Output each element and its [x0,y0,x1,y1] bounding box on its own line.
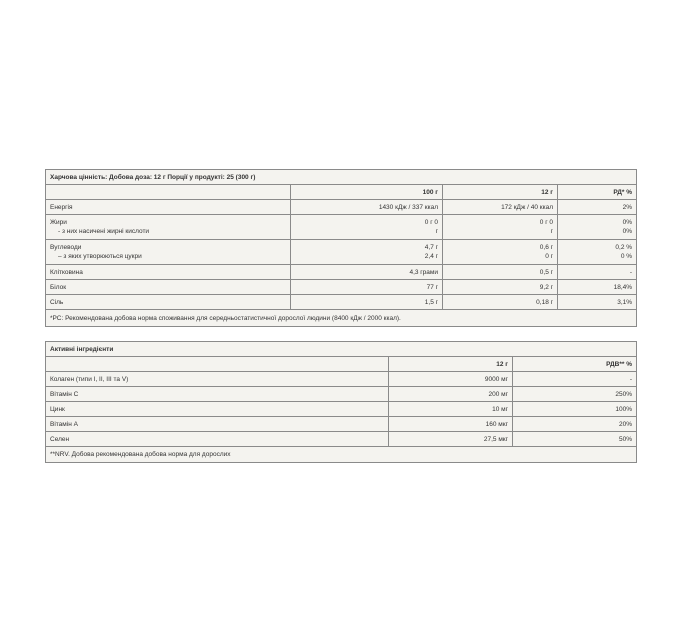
table-row [46,200,637,215]
value-12g-sub: 0 г [545,253,553,260]
nutrition-title: Харчова цінність: Добова доза: 12 г Порції у продукті: 25 (300 г) [46,170,637,185]
value-rd: 0,2 % [615,244,633,251]
table-row [46,372,637,387]
value-rd: 2% [558,200,637,215]
value-100g-sub: 2,4 г [424,253,438,260]
value-100g: 4,7 г [424,244,438,251]
value-12g-sub: г [550,228,553,235]
table-row [46,417,637,432]
header-cell: 12 г [389,357,513,372]
nutrient-sublabel: – з яких утворюються цукри [58,253,142,260]
value-100g: 77 г [291,280,443,295]
value-100g: 1,5 г [291,295,443,310]
header-cell: РДВ** % [513,357,637,372]
value-rd: 18,4% [558,280,637,295]
value-100g: 1430 кДж / 337 ккал [291,200,443,215]
table-row [46,387,637,402]
nutrient-label: Клітковина [46,265,291,280]
value-100g-sub: г [435,228,438,235]
nutrient-label: Вуглеводи [50,244,82,251]
table-row [46,295,637,310]
value-rd: - [558,265,637,280]
header-cell [46,185,291,200]
table-row [46,215,637,240]
value-rdv: 100% [513,402,637,417]
table-row [46,280,637,295]
value-rdv: - [513,372,637,387]
value-rd-sub: 0% [622,228,633,235]
value-rd: 0% [622,219,633,226]
value-12g: 160 мкг [389,417,513,432]
ingredient-label: Вітамін А [46,417,389,432]
value-rdv: 50% [513,432,637,447]
value-rd: 3,1% [558,295,637,310]
value-rdv: 250% [513,387,637,402]
active-ingredients-table [45,341,637,463]
ingredient-label: Вітамін С [46,387,389,402]
nutrient-sublabel: - з них насичені жирні кислоти [58,228,150,235]
value-12g: 200 мг [389,387,513,402]
value-12g: 9000 мг [389,372,513,387]
ingredient-label: Селен [46,432,389,447]
ingredient-label: Колаген (типи I, II, III та V) [46,372,389,387]
table-row [46,240,637,265]
nutrient-label: Білок [46,280,291,295]
table-header-row [46,185,637,200]
value-12g: 0,18 г [443,295,558,310]
value-rd-sub: 0 % [620,253,633,260]
nutrition-table [45,169,637,327]
nutrient-label: Сіль [46,295,291,310]
header-cell: РД* % [558,185,637,200]
header-cell [46,357,389,372]
value-12g: 27,5 мкг [389,432,513,447]
value-100g: 4,3 грами [291,265,443,280]
value-12g: 0 г 0 [539,219,553,226]
nutrient-label: Енергія [46,200,291,215]
header-cell: 12 г [443,185,558,200]
active-footnote: **NRV. Добова рекомендована добова норма для дорослих [46,447,637,463]
table-header-row [46,357,637,372]
value-12g: 0,5 г [443,265,558,280]
value-12g: 0,6 г [539,244,553,251]
nutrient-label: Жири [50,219,67,226]
value-12g: 9,2 г [443,280,558,295]
value-100g: 0 г 0 [424,219,438,226]
active-title: Активні інгредієнти [46,342,637,357]
value-12g: 172 кДж / 40 ккал [443,200,558,215]
value-rdv: 20% [513,417,637,432]
table-row [46,402,637,417]
nutrition-footnote: *РС: Рекомендована добова норма споживання для середньостатистичної дорослої людини (8400 кДж / 2000 ккал). [46,310,637,327]
ingredient-label: Цинк [46,402,389,417]
value-12g: 10 мг [389,402,513,417]
table-row [46,432,637,447]
header-cell: 100 г [291,185,443,200]
table-row [46,265,637,280]
